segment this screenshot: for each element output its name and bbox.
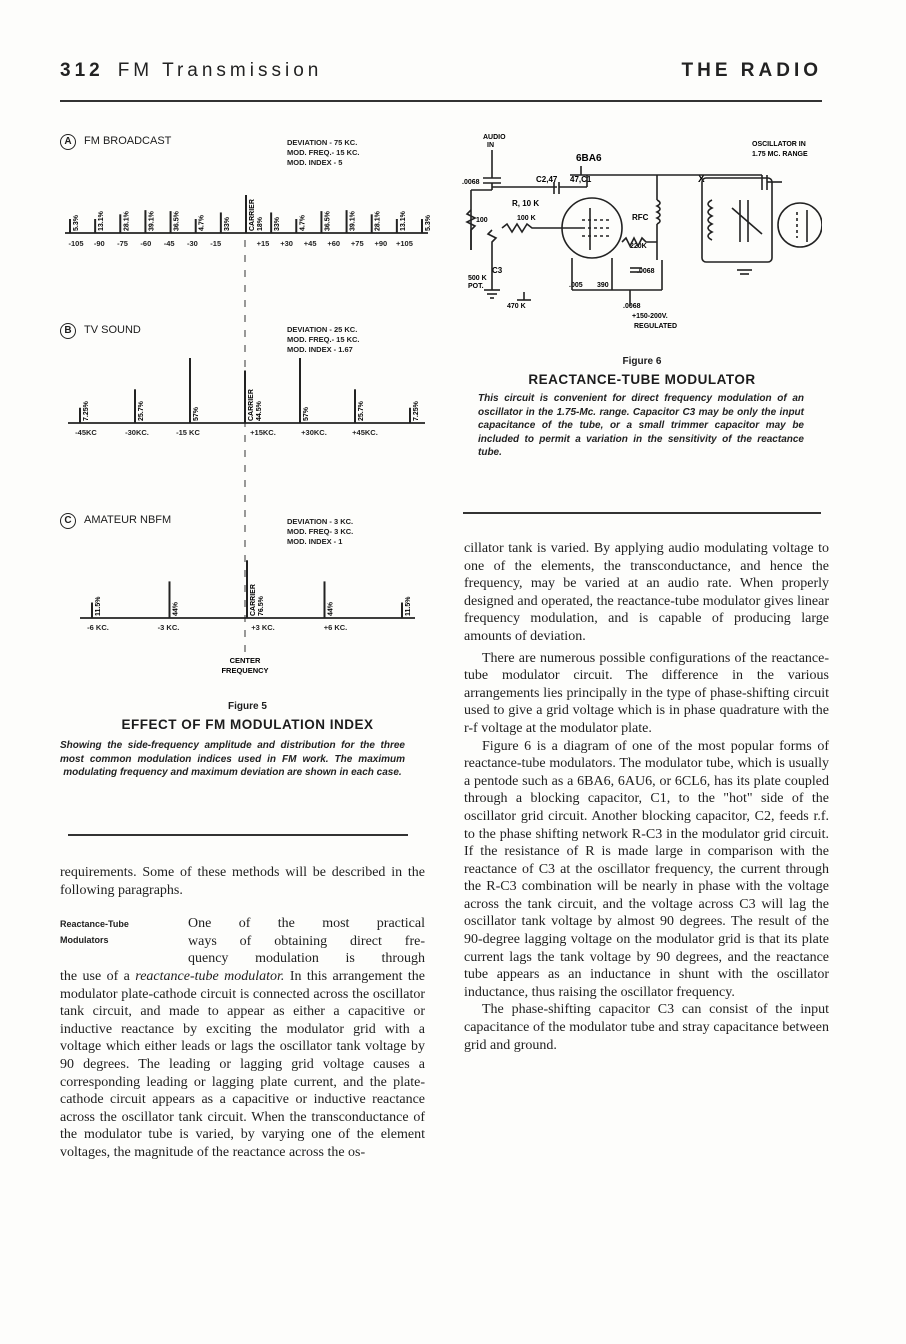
bar-label: 13.1%: [399, 211, 407, 231]
label-r: R, 10 K: [512, 199, 540, 208]
bar-label: 36.5%: [324, 211, 332, 231]
label-c2: C2,47: [536, 175, 558, 184]
panel-b-title: [60, 323, 141, 339]
panel-a-letter: A: [60, 134, 76, 150]
label-audio: AUDIO: [483, 134, 506, 141]
figure-6-title: REACTANCE-TUBE MODULATOR: [528, 372, 756, 387]
bar-label: 5.3%: [425, 215, 432, 231]
bar-label: 44.5%: [256, 401, 263, 421]
axis-label: -15: [210, 239, 222, 248]
panel-c-specs: [287, 517, 353, 547]
figure-5-caption: Showing the side-frequency amplitude and distribution for the three most common modulation indices used in FM work. The maximum modulating frequency and maximum deviation are shown in each case.: [60, 740, 405, 778]
bar-label: 5.3%: [73, 215, 80, 231]
left-column-text: [60, 864, 425, 1162]
axis-label: -75: [117, 239, 128, 248]
panel-c-letter: C: [60, 513, 76, 529]
label-r100k: 100 K: [517, 215, 536, 222]
axis-label: -3 KC.: [157, 623, 180, 632]
first-line-2: ways of obtaining direct fre-: [188, 933, 425, 949]
panel-a-name: FM BROADCAST: [84, 135, 172, 147]
bar-label: 57%: [193, 406, 200, 421]
left-paragraph-1: requirements. Some of these methods will be described in the following paragraphs.: [60, 865, 425, 898]
right-paragraph-2: There are numerous possible configurations of the reactance-tube modulator circuit. The difference in the various arrangements lies principally in the type of phase-shifting circuit used to give a grid voltage which is in phase quadrature with the r-f voltage at the modulator plate.: [464, 650, 829, 736]
bar-label: 39.1%: [148, 211, 156, 231]
panel-c-spec-mod-index: MOD. INDEX - 1: [287, 537, 343, 546]
header-rule: [60, 100, 822, 102]
panel-c-spec-mod-freq: MOD. FREQ- 3 KC.: [287, 527, 354, 536]
axis-label: -105: [68, 239, 84, 248]
axis-label: -6 KC.: [87, 623, 109, 632]
para2-italic-term: reactance-tube modulator.: [135, 968, 285, 984]
axis-label: +15: [256, 239, 270, 248]
bar-label: 18%: [257, 216, 264, 231]
label-x: X: [698, 174, 705, 185]
panel-c-name: AMATEUR NBFM: [84, 514, 172, 526]
label-pot1: 500 K: [468, 275, 487, 282]
bar-label: CARRIER: [248, 389, 255, 421]
panel-a-spec-mod-freq: MOD. FREQ.- 15 KC.: [287, 148, 360, 157]
right-paragraph-3: Figure 6 is a diagram of one of the most popular forms of reactance-tube modulators. The modulator tube, which is usually a pentode such as a 6BA6, 6AU6, or 6CL6, has its plate coupled through a blocking capacitor, C1, to the "hot" side of the oscillator grid circuit. Another blocking capacitor, C2, feeds r.f. to the phase shifting network R-C3 in the modulator grid circuit. If the resistance of R is made large in comparison with the reactance of C3 at the oscillator frequency, the current through the R-C3 combination will be nearly in phase with the voltage across the tank circuit, and the voltage across C3 will lag the oscillator tank voltage by almost 90 degrees. The result of the 90-degree lagging voltage on the modulator grid is that its plate current lags the tank voltage by 90 degrees, and the reactance tube appears as an inductance in shunt with the oscillator inductance, thus raising the oscillator frequency.: [464, 738, 829, 1000]
left-paragraph-2: [60, 968, 425, 1162]
axis-label: +60: [327, 239, 341, 248]
bar-label: 7.25%: [413, 401, 420, 421]
figure-6-caption: This circuit is convenient for direct frequency modulation of an oscillator in the 1.75-Mc. range. Capacitor C3 may be only the input capacitance of the tube, or a small trimmer capacitor may be included to permit a variation in the sensitivity of the reactance tube.: [478, 393, 804, 458]
label-osc-in: OSCILLATOR IN: [752, 141, 806, 148]
panel-a-specs: [287, 138, 360, 168]
right-paragraph-4: The phase-shifting capacitor C3 can consist of the input capacitance of the modulator tube and stray capacitance between grid and ground.: [464, 1002, 829, 1053]
label-in: IN: [487, 142, 494, 149]
sidehead-line-1: Reactance-Tube: [60, 919, 129, 930]
label-rfc: RFC: [632, 213, 649, 222]
label-c0068b: .0068: [637, 268, 655, 275]
book-title: THE RADIO: [681, 60, 822, 81]
figure-5-spectrum-diagram: [60, 132, 435, 692]
bar-label: 44%: [327, 601, 335, 616]
panel-b-letter: B: [60, 323, 76, 339]
bar-label: 36.5%: [173, 211, 181, 231]
bar-label: 4.7%: [198, 215, 206, 231]
panel-a-spec-deviation: DEVIATION - 75 KC.: [287, 138, 358, 147]
bar-label: 76.5%: [258, 596, 265, 616]
axis-label: +45: [303, 239, 317, 248]
bar-label: 33%: [274, 216, 282, 231]
figure-6: [462, 130, 822, 345]
figure-5-number: Figure 5: [228, 701, 267, 712]
figure-6-number: Figure 6: [622, 356, 662, 367]
label-c0068a: .0068: [462, 179, 480, 186]
axis-label: -30: [187, 239, 198, 248]
reactance-tube-section: [60, 915, 425, 1161]
panel-b-spec-mod-index: MOD. INDEX - 1.67: [287, 345, 353, 354]
center-label-1: CENTER: [229, 656, 261, 665]
bar-label: 7.25%: [83, 401, 90, 421]
label-r470k: 470 K: [507, 303, 526, 310]
right-paragraph-1: cillator tank is varied. By applying audio modulating voltage to one of the elements, the transconductance, and hence the frequency, may be varied at an audio rate. When properly designed and operated, the reactance-tube modulator gives linear frequency modulation, and is capable of producing large amounts of deviation.: [464, 541, 829, 644]
bar-label: 13.1%: [98, 211, 106, 231]
figure-5: [60, 132, 435, 692]
axis-label: +90: [374, 239, 388, 248]
figure-5-title: EFFECT OF FM MODULATION INDEX: [121, 717, 374, 732]
panel-a-spec-mod-index: MOD. INDEX - 5: [287, 158, 343, 167]
label-r390: 390: [597, 282, 609, 289]
bar-label: 25.7%: [138, 401, 145, 421]
axis-label: -45KC: [75, 428, 97, 437]
first-line-3: quency modulation is through: [188, 951, 425, 967]
right-column-text: [464, 540, 829, 1054]
figure-5-rule: [68, 834, 408, 836]
panel-c-spec-deviation: DEVIATION - 3 KC.: [287, 517, 354, 526]
panel-b-spec-deviation: DEVIATION - 25 KC.: [287, 325, 358, 334]
bar-label: 57%: [303, 406, 310, 421]
center-label-2: FREQUENCY: [221, 666, 269, 675]
label-supply: +150-200V.: [632, 313, 668, 320]
label-c3: C3: [492, 266, 503, 275]
first-line-1: One of the most practical: [188, 916, 425, 932]
axis-label: +30KC.: [301, 428, 327, 437]
label-pot2: POT.: [468, 283, 484, 290]
axis-label: -15 KC: [176, 428, 200, 437]
label-r100: 100: [476, 217, 488, 224]
bar-label: 44%: [172, 601, 180, 616]
bar-label: 39.1%: [349, 211, 357, 231]
bar-label: 25.7%: [358, 401, 365, 421]
axis-label: +3 KC.: [251, 623, 275, 632]
figure-6-rule: [463, 512, 821, 514]
panel-b-specs: [287, 325, 360, 355]
label-r220k: 220K: [630, 243, 647, 250]
bar-label: 28.1%: [374, 211, 382, 231]
bar-label: 33%: [223, 216, 231, 231]
axis-label: +30: [280, 239, 293, 248]
axis-label: +45KC.: [352, 428, 378, 437]
bar-label: CARRIER: [249, 199, 256, 231]
panel-b-spec-mod-freq: MOD. FREQ.- 15 KC.: [287, 335, 360, 344]
axis-label: +75: [350, 239, 364, 248]
bar-label: CARRIER: [250, 584, 257, 616]
sidehead: [60, 916, 180, 948]
panel-c-title: [60, 513, 171, 529]
section-first-lines: [188, 915, 425, 968]
figure-6-schematic: [462, 130, 822, 345]
bar-label: 28.1%: [123, 211, 131, 231]
label-c005: .005: [569, 282, 583, 289]
page-header-left: [60, 60, 322, 82]
panel-b-name: TV SOUND: [84, 324, 141, 336]
bar-label: 11.5%: [95, 596, 102, 616]
axis-label: -45: [163, 239, 175, 248]
page-number: 312: [60, 60, 104, 81]
label-c0068c: .0068: [623, 303, 641, 310]
axis-label: -90: [93, 239, 105, 248]
label-osc-range: 1.75 MC. RANGE: [752, 151, 808, 158]
axis-label: +6 KC.: [323, 623, 348, 632]
axis-label: -60: [140, 239, 152, 248]
label-tube: 6BA6: [576, 153, 602, 164]
panel-a-title: [60, 134, 171, 150]
para2-rest: In this arrangement the modulator plate-cathode circuit is connected across the oscillator tank circuit, and made to appear as either a capacitive or inductive reactance by exciting the modulator grid with a voltage which either leads or lags the oscillator tank voltage by 90 degrees. The leading or lagging grid voltage causes a corresponding leading or lagging plate current, and the plate-cathode circuit appears as a capacitive or inductive reactance across the oscillator tank circuit. When the transconductance of the modulator tube is varied, by varying one of the element voltages, the magnitude of the reactance across the os-: [60, 968, 425, 1160]
bar-label: 4.7%: [299, 215, 307, 231]
label-regulated: REGULATED: [634, 323, 678, 330]
bar-label: 11.5%: [405, 596, 412, 616]
chapter-title: FM Transmission: [117, 60, 323, 81]
para2-lead: the use of a: [60, 968, 130, 984]
axis-label: +105: [395, 239, 413, 248]
label-c1: 47,C1: [570, 175, 592, 184]
axis-label: -30KC.: [125, 428, 149, 437]
sidehead-line-2: Modulators: [60, 935, 109, 946]
axis-label: +15KC.: [250, 428, 276, 437]
